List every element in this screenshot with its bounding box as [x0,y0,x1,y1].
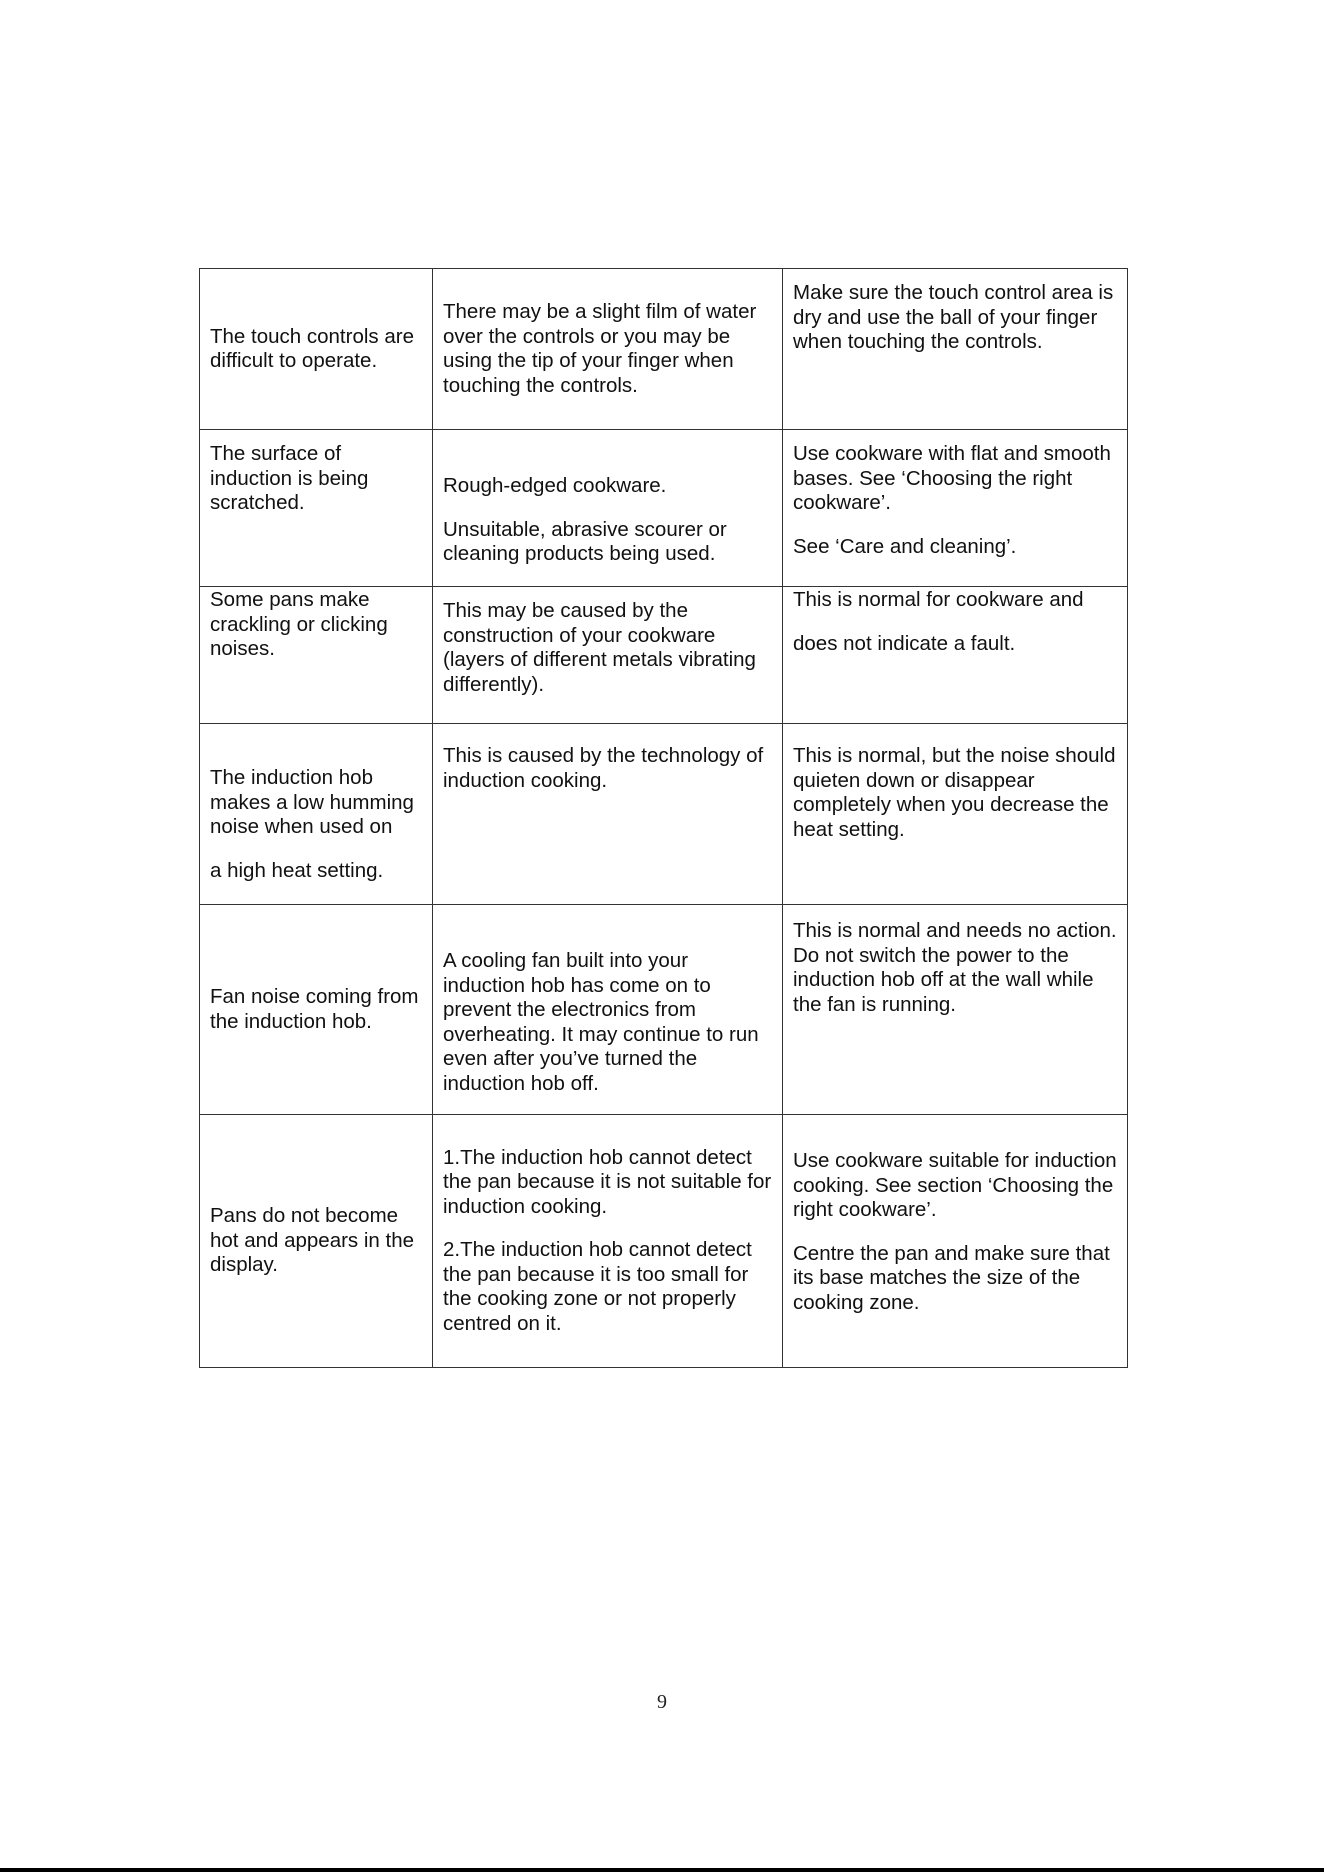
cell-text: The touch controls are difficult to operate. [210,324,414,372]
solution-cell [783,724,1128,905]
cell-text: The induction hob makes a low humming noise when used on [210,766,414,838]
cause-cell [433,430,783,587]
cause-cell [433,1115,783,1368]
cell-text: There may be a slight film of water over the controls or you may be using the tip of your finger when touching the controls. [443,300,757,397]
solution-cell [783,587,1128,724]
cause-cell [433,724,783,905]
cell-text: Centre the pan and make sure that its base matches the size of the cooking zone. [793,1241,1110,1314]
cell-text: This is normal, but the noise should quieten down or disappear completely when you decrease the heat setting. [793,744,1116,841]
cause-cell [433,905,783,1115]
table-row [200,724,1128,905]
cell-text: a high heat setting. [210,858,384,882]
cell-text: Fan noise coming from the induction hob. [210,985,419,1033]
cell-text: 2.The induction hob cannot detect the pan because it is too small for the cooking zone or not properly centred on it. [443,1238,752,1335]
cell-text: Use cookware suitable for induction cooking. See section ‘Choosing the right cookware’. [793,1149,1117,1221]
solution-cell [783,269,1128,430]
table-row [200,1115,1128,1368]
cell-text: Some pans make crackling or clicking noises. [210,588,388,660]
table-row [200,430,1128,587]
problem-cell [200,269,433,430]
solution-cell [783,1115,1128,1368]
cell-text: Use cookware with flat and smooth bases. See ‘Choosing the right cookware’. [793,442,1111,514]
cell-text: A cooling fan built into your induction hob has come on to prevent the electronics from overheating. It may continue to run even after you’ve turned the induction hob off. [443,949,759,1095]
cell-text: The surface of induction is being scratched. [210,442,369,514]
cause-cell [433,587,783,724]
page-number: 9 [657,1691,667,1713]
cell-text: This may be caused by the construction of your cookware (layers of different metals vibrating differently). [443,599,756,696]
cell-text: Pans do not become hot and appears in the display. [210,1204,415,1277]
cell-text: Make sure the touch control area is dry and use the ball of your finger when touching the controls. [793,281,1114,353]
cell-text: This is caused by the technology of induction cooking. [443,744,764,792]
cell-text: This is normal for cookware and [793,588,1084,611]
cell-text: Unsuitable, abrasive scourer or cleaning products being used. [443,517,727,565]
problem-cell [200,724,433,905]
cell-text: Rough-edged cookware. [443,474,667,497]
cell-text: This is normal and needs no action. Do not switch the power to the induction hob off at the wall while the fan is running. [793,919,1117,1016]
table-row [200,905,1128,1115]
solution-cell [783,430,1128,587]
bottom-rule [0,1868,1324,1872]
table-row [200,587,1128,724]
troubleshooting-table [199,268,1128,1368]
problem-cell [200,430,433,587]
solution-cell [783,905,1128,1115]
cause-cell [433,269,783,430]
problem-cell [200,905,433,1115]
problem-cell [200,587,433,724]
cell-text: does not indicate a fault. [793,631,1016,655]
cell-text: See ‘Care and cleaning’. [793,534,1017,558]
table-row [200,269,1128,430]
problem-cell [200,1115,433,1368]
cell-text: 1.The induction hob cannot detect the pan because it is not suitable for induction cooking. [443,1145,772,1218]
